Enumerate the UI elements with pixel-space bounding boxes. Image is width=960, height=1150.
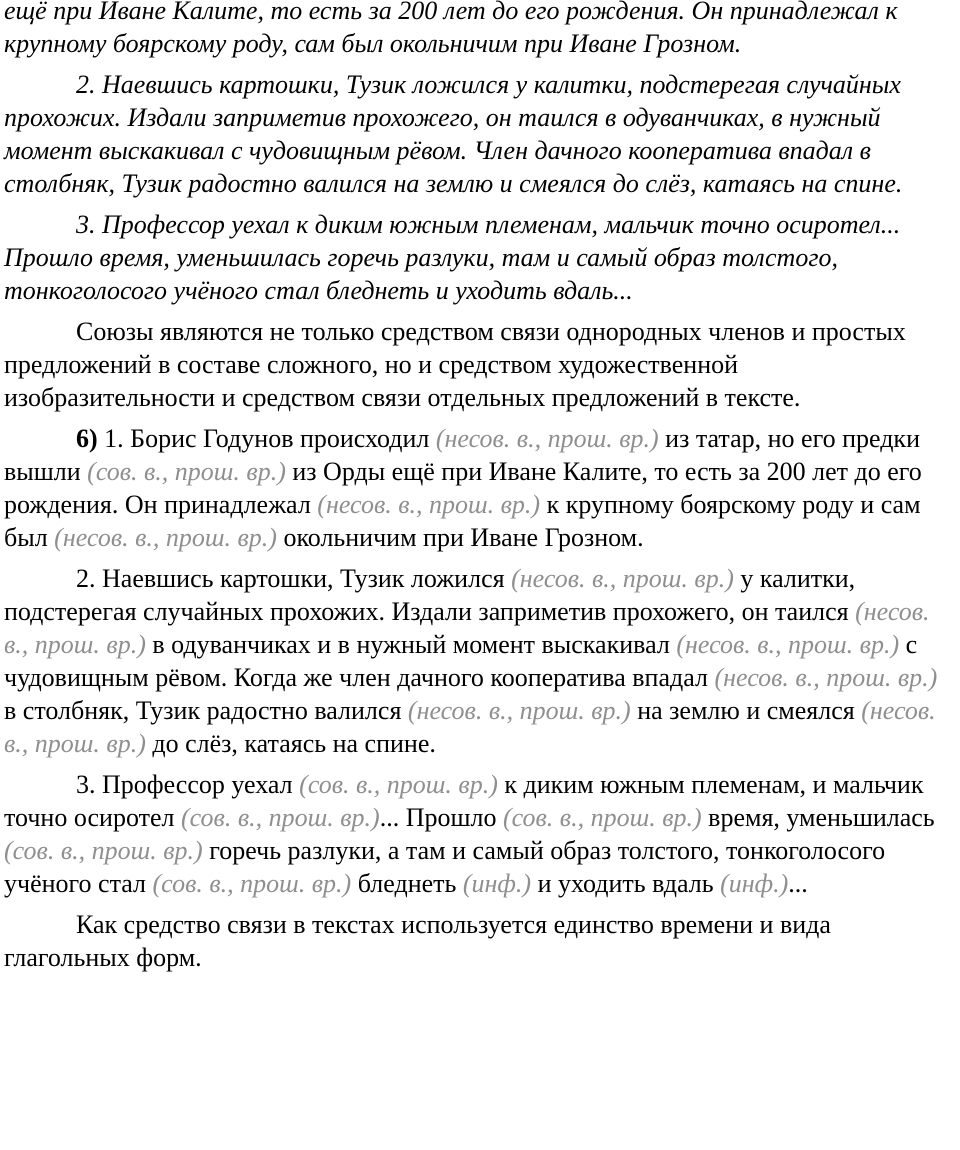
grammar-note: (сов. в., прош. вр.) xyxy=(4,836,203,865)
text-segment: 2. Наевшись картошки, Тузик ложился xyxy=(76,564,512,593)
grammar-note: (несов. в., прош. вр.) xyxy=(317,490,541,519)
grammar-note: (несов. в., прош. вр.) xyxy=(511,564,734,593)
text-segment: время, уменьшилась xyxy=(701,803,935,832)
text-segment: в столбняк, Тузик радостно валился xyxy=(4,696,408,725)
conclusion-paragraph-2: Как средство связи в текстах используется единство времени и вида глагольных форм. xyxy=(4,910,831,972)
grammar-note: (несов. в., прош. вр.) xyxy=(4,597,930,659)
text-segment: из Орды ещё при Иване Калите, то есть за 200 лет до его рождения. Он принадлежал xyxy=(4,457,922,519)
grammar-note: (сов. в., прош. вр.) xyxy=(87,457,286,486)
conclusion-paragraph-1: Союзы являются не только средством связи однородных членов и простых предложений в составе сложного, но и средством художественной изобразительности и средством связи отдельных предложений в тексте. xyxy=(4,317,906,412)
text-segment: 1. Борис Годунов происходил xyxy=(97,424,436,453)
text-segment: 3. Профессор уехал xyxy=(76,770,300,799)
text-segment: и уходить вдаль xyxy=(531,869,721,898)
annotated-paragraph-2 xyxy=(4,562,954,760)
text-segment: у калитки, подстерегая случайных прохожих. Издали заприметив прохожего, он таился xyxy=(4,564,856,626)
grammar-note: (несов. в., прош. вр.) xyxy=(4,696,936,758)
text-segment: с чудовищным рёвом. Когда же член дачного кооператива впадал xyxy=(4,630,918,692)
grammar-note: (сов. в., прош. вр.) xyxy=(299,770,498,799)
grammar-note: (инф.) xyxy=(462,869,532,898)
text-segment: ... xyxy=(788,869,808,898)
text-segment: в одуванчиках и в нужный момент выскакивал xyxy=(145,630,677,659)
grammar-note: (несов. в., прош. вр.) xyxy=(435,424,659,453)
grammar-note: (несов. в., прош. вр.) xyxy=(676,630,900,659)
grammar-note: (сов. в., прош. вр.) xyxy=(180,803,380,832)
text-segment: на землю и смеялся xyxy=(630,696,862,725)
grammar-note: (сов. в., прош. вр.) xyxy=(152,869,352,898)
grammar-note: (сов. в., прош. вр.) xyxy=(502,803,702,832)
italic-paragraph-2: 2. Наевшись картошки, Тузик ложился у калитки, подстерегая случайных прохожих. Издали заприметив прохожего, он таился в одуванчиках, в нужный момент выскакивал с чудовищным рёвом. Член дачного кооператива впадал в столбняк, Тузик радостно валился на землю и смеялся до слёз, катаясь на спине. xyxy=(4,70,903,198)
annotated-paragraph-1 xyxy=(4,422,954,554)
grammar-note: (несов. в., прош. вр.) xyxy=(714,663,938,692)
italic-paragraph-1: ещё при Иване Калите, то есть за 200 лет до его рождения. Он принадлежал к крупному боярскому роду, сам был окольничим при Иване Грозном. xyxy=(4,0,898,58)
text-segment: к диким южным племенам, и мальчик точно осиротел xyxy=(4,770,924,832)
annotated-paragraph-3 xyxy=(4,768,954,900)
text-segment: окольничим при Иване Грозном. xyxy=(276,523,644,552)
text-segment: горечь разлуки, а там и самый образ толстого, тонкоголосого учёного стал xyxy=(4,836,886,898)
text-segment: ... Прошло xyxy=(379,803,503,832)
text-segment: бледнеть xyxy=(351,869,463,898)
grammar-note: (инф.) xyxy=(720,869,789,898)
text-segment: к крупному боярскому роду и сам был xyxy=(4,490,921,552)
grammar-note: (несов. в., прош. вр.) xyxy=(407,696,631,725)
text-segment: из татар, но его предки вышли xyxy=(4,424,920,486)
answer-label: 6) xyxy=(76,424,98,453)
italic-paragraph-3: 3. Профессор уехал к диким южным племенам, мальчик точно осиротел... Прошло время, уменьшилась горечь разлуки, там и самый образ толстого, тонкоголосого учёного стал бледнеть и уходить вдаль... xyxy=(4,210,901,305)
grammar-note: (несов. в., прош. вр.) xyxy=(54,523,277,552)
text-segment: до слёз, катаясь на спине. xyxy=(145,729,436,758)
